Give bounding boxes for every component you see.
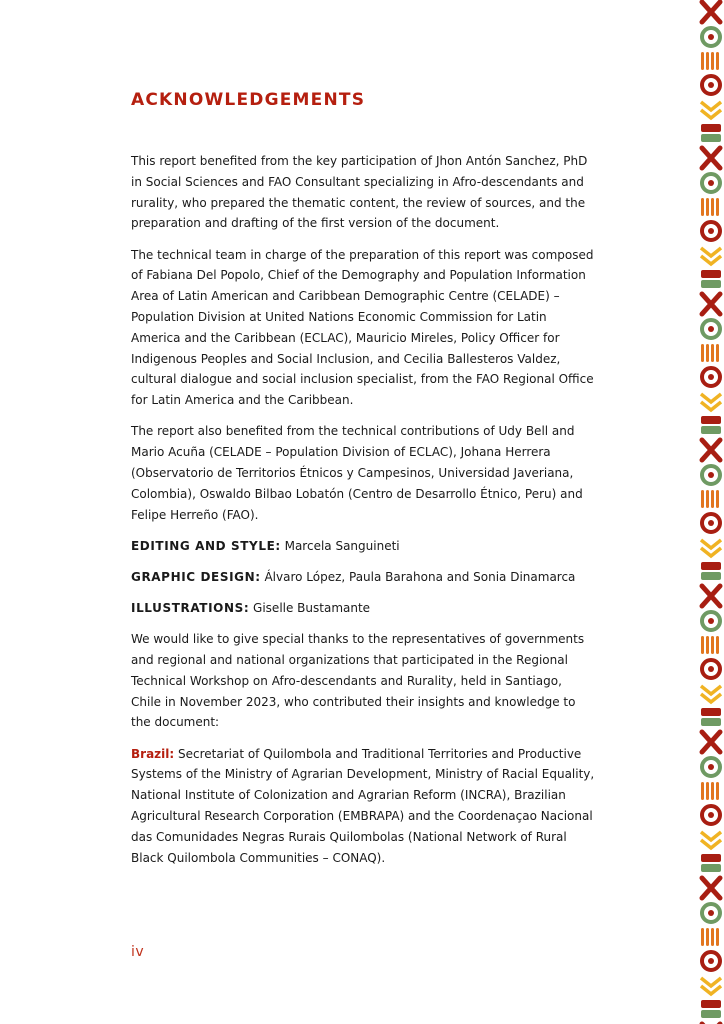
credit-design-label: GRAPHIC DESIGN: [131,569,261,584]
chevron-motif [701,394,721,410]
credit-design-value: Álvaro López, Paula Barahona and Sonia Dinamarca [260,569,576,584]
paragraph-technical-team: The technical team in charge of the preparation of this report was composed of Fabiana Del Popolo, Chief of the Demography and Population Information Area of Latin American and Caribbean Demographic Centre (CELADE) – Population Division at United Nations Economic Commission for Latin America and the Caribbean (ECLAC), Mauricio Mireles, Policy Officer for Indigenous Peoples and Social Inclusion, and Cecilia Ballesteros Valdez, cultural dialogue and social inclusion specialist, from the FAO Regional Office for Latin America and the Caribbean. [131,247,594,408]
circle-motif [702,806,720,824]
country-text-brazil: Secretariat of Quilombola and Traditional Territories and Productive Systems of the Ministry of Agrarian Development, Ministry of Racial Equality, National Institute of Colonization and Agrarian Reform (INCRA), Brazilian Agricultural Research Corporation (EMBRAPA) and the Coordenaçao Nacional das Comunidades Negras Rurais Quilombolas (National Network of Rural Black Quilombola Communities – CONAQ). [131,746,595,865]
block-motif [701,854,721,872]
stripes-motif [701,344,719,362]
block-motif [701,416,721,434]
circle-motif [702,660,720,678]
credit-editing-label: EDITING AND STYLE: [131,538,281,553]
x-motif [702,148,720,168]
paragraph-key-participation: This report benefited from the key participation of Jhon Antón Sanchez, PhD in Social Sciences and FAO Consultant specializing in Afro-descendants and rurality, who prepared the thematic content, the review of sources, and the preparation and drafting of the first version of the document. [131,154,588,231]
credit-illustrations [131,598,595,619]
chevron-motif [701,832,721,848]
circle-motif [702,758,720,776]
block-motif [701,1000,721,1018]
credit-illustrations-value: Giselle Bustamante [249,601,371,616]
circle-motif [702,174,720,192]
chevron-motif [701,978,721,994]
x-motif [702,294,720,314]
circle-motif [702,28,720,46]
circle-motif [702,952,720,970]
page-title: ACKNOWLEDGEMENTS [131,90,366,110]
x-motif [702,2,720,22]
chevron-motif [701,686,721,702]
chevron-motif [701,540,721,556]
x-motif [702,732,720,752]
page-number: iv [131,944,145,960]
block-motif [701,270,721,288]
x-motif [702,440,720,460]
circle-motif [702,320,720,338]
block-motif [701,708,721,726]
stripes-motif [701,636,719,654]
stripes-motif [701,198,719,216]
x-motif [702,878,720,898]
block-motif [701,562,721,580]
circle-motif [702,612,720,630]
stripes-motif [701,928,719,946]
block-motif [701,124,721,142]
x-motif [702,586,720,606]
paragraph-contributions: The report also benefited from the technical contributions of Udy Bell and Mario Acuña (CELADE – Population Division of ECLAC), Johana Herrera (Observatorio de Territorios Étnicos y Campesinos, Universidad Javeriana, Colombia), Oswaldo Bilbao Lobatón (Centro de Desarrollo Étnico, Peru) and Felipe Herreño (FAO). [131,424,583,522]
chevron-motif [701,102,721,118]
paragraph-special-thanks: We would like to give special thanks to the representatives of governments and regional and national organizations that participated in the Regional Technical Workshop on Afro-descendants and Rurality, held in Santiago, Chile in November 2023, who contributed their insights and knowledge to the document: [131,632,585,730]
chevron-motif [701,248,721,264]
stripes-motif [701,52,719,70]
paragraph-brazil [131,744,595,869]
body-text [131,151,595,879]
circle-motif [702,222,720,240]
credit-graphic-design [131,567,595,588]
decorative-border [698,0,724,1024]
circle-motif [702,514,720,532]
country-label-brazil: Brazil: [131,746,175,761]
circle-motif [702,904,720,922]
circle-motif [702,466,720,484]
credit-editing [131,536,595,557]
stripes-motif [701,782,719,800]
circle-motif [702,368,720,386]
circle-motif [702,76,720,94]
credit-illustrations-label: ILLUSTRATIONS: [131,601,250,616]
stripes-motif [701,490,719,508]
credit-editing-value: Marcela Sanguineti [280,538,400,553]
